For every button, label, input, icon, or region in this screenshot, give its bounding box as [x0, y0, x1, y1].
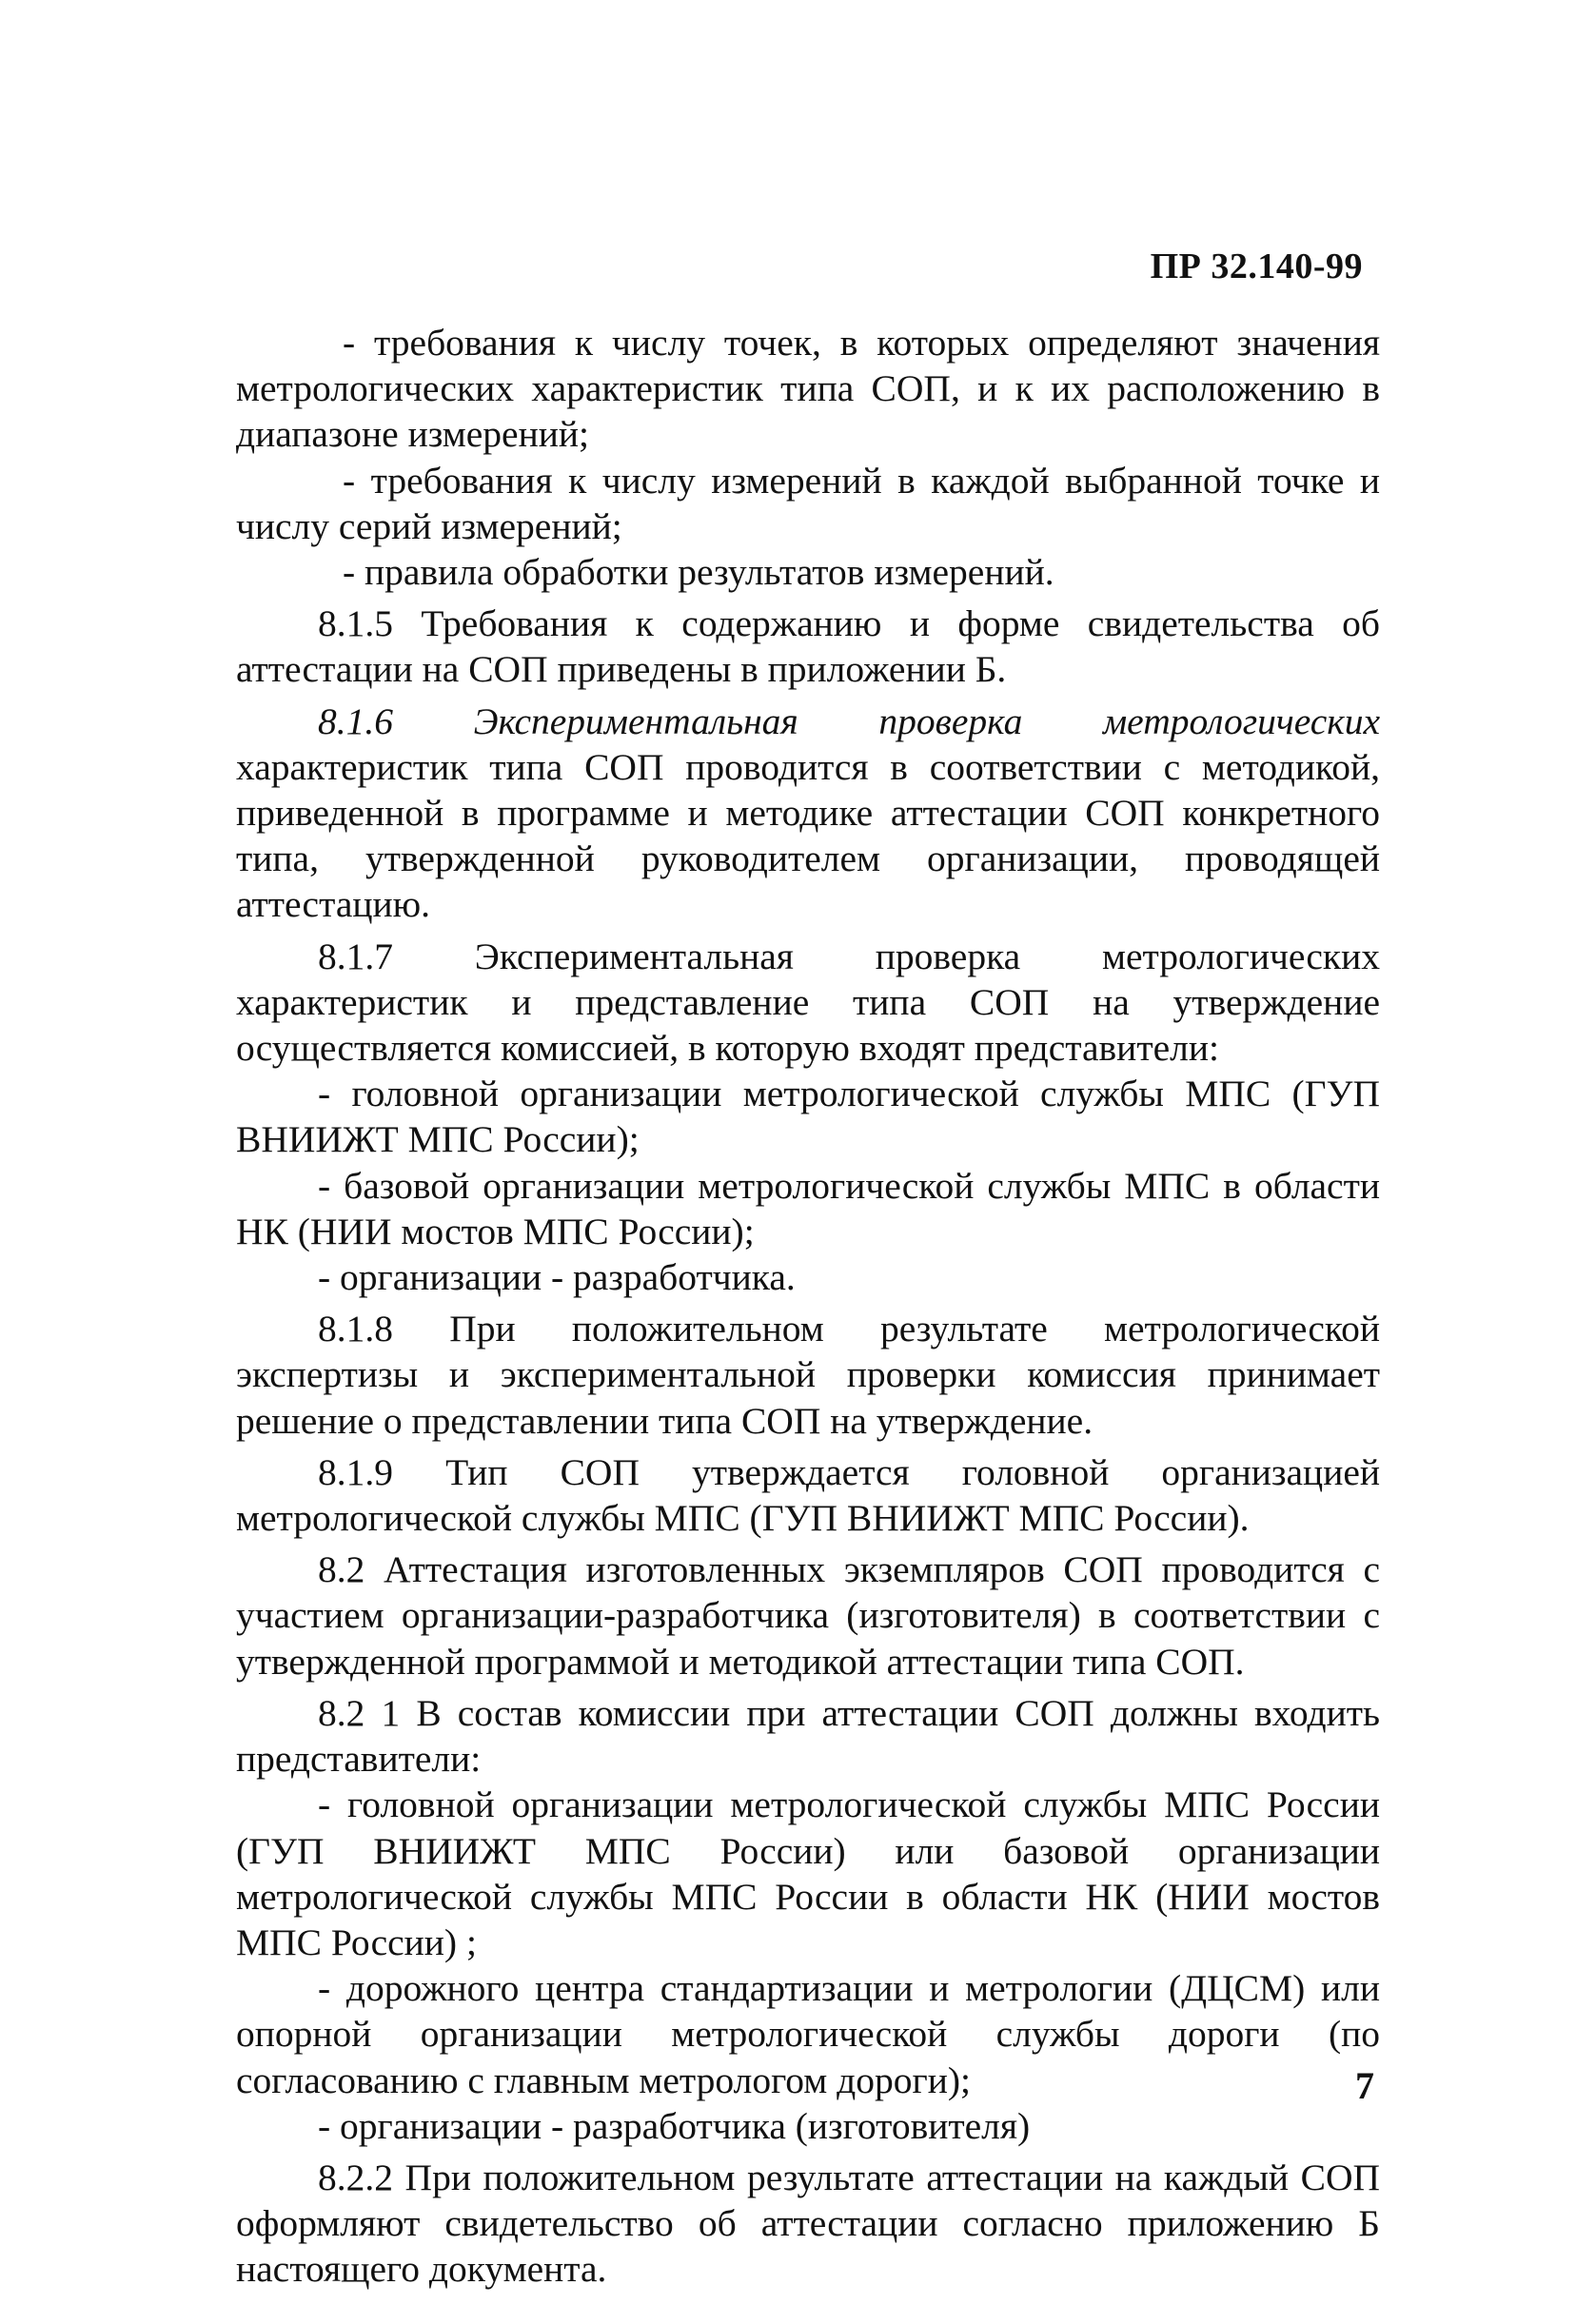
paragraph-requirements-points: - требования к числу точек, в которых определяют значения метрологических характеристик типа СОП, и к их расположению в диапазоне измерений;: [236, 322, 1380, 456]
paragraph-8-1-6-lead: Экспериментальная проверка метрологических: [473, 699, 1380, 742]
paragraph-8-1-9: 8.1.9 Тип СОП утверждается головной организацией метрологической службы МПС (ГУП ВНИИЖТ МПС России).: [236, 1450, 1380, 1540]
paragraph-base-organization: - базовой организации метрологической службы МПС в области НК (НИИ мостов МПС России);: [236, 1164, 1380, 1252]
paragraph-8-1-5: 8.1.5 Требования к содержанию и форме свидетельства об аттестации на СОП приведены в приложении Б.: [236, 602, 1380, 691]
paragraph-8-1-6-number: 8.1.6: [318, 699, 474, 742]
paragraph-8-2-1: 8.2 1 В состав комиссии при аттестации СОП должны входить представители:: [236, 1691, 1380, 1781]
document-id: ПР 32.140-99: [1150, 246, 1363, 286]
paragraph-8-2: 8.2 Аттестация изготовленных экземпляров СОП проводится с участием организации-разработчика (изготовителя) в соответствии с утвержденной программой и методикой аттестации типа СОП.: [236, 1548, 1380, 1683]
paragraph-head-or-base-organization: - головной организации метрологической службы МПС России (ГУП ВНИИЖТ МПС России) или базовой организации метрологической службы МПС России в области НК (НИИ мостов МПС России) ;: [236, 1783, 1380, 1963]
paragraph-8-1-8: 8.1.8 При положительном результате метрологической экспертизы и экспериментальной проверки комиссия принимает решение о представлении типа СОП на утверждение.: [236, 1308, 1380, 1442]
paragraph-processing-rules: - правила обработки результатов измерений.: [343, 551, 1054, 594]
paragraph-head-organization: - головной организации метрологической службы МПС (ГУП ВНИИЖТ МПС России);: [236, 1073, 1380, 1161]
document-body: [236, 320, 1380, 2293]
paragraph-8-1-7: 8.1.7 Экспериментальная проверка метрологических характеристик и представление типа СОП на утверждение осуществляется комиссией, в которую входят представители:: [236, 935, 1380, 1070]
paragraph-8-1-6-text: характеристик типа СОП проводится в соответствии с методикой, приведенной в программе и методике аттестации СОП конкретного типа, утвержденной руководителем организации, проводящей аттестацию.: [236, 745, 1380, 926]
paragraph-8-1-6: [236, 699, 1380, 928]
paragraph-road-center: - дорожного центра стандартизации и метрологии (ДЦСМ) или опорной организации метрологической службы дороги (по согласованию с главным метрологом дороги);: [236, 1967, 1380, 2101]
paragraph-developer-manufacturer: - организации - разработчика (изготовителя): [318, 2104, 1031, 2147]
paragraph-developer-organization: - организации - разработчика.: [318, 1256, 796, 1299]
paragraph-requirements-measurements: - требования к числу измерений в каждой выбранной точке и числу серий измерений;: [236, 459, 1380, 547]
paragraph-8-2-2: 8.2.2 При положительном результате аттестации на каждый СОП оформляют свидетельство об аттестации согласно приложению Б настоящего документа.: [236, 2156, 1380, 2291]
page-number: 7: [1355, 2064, 1374, 2107]
